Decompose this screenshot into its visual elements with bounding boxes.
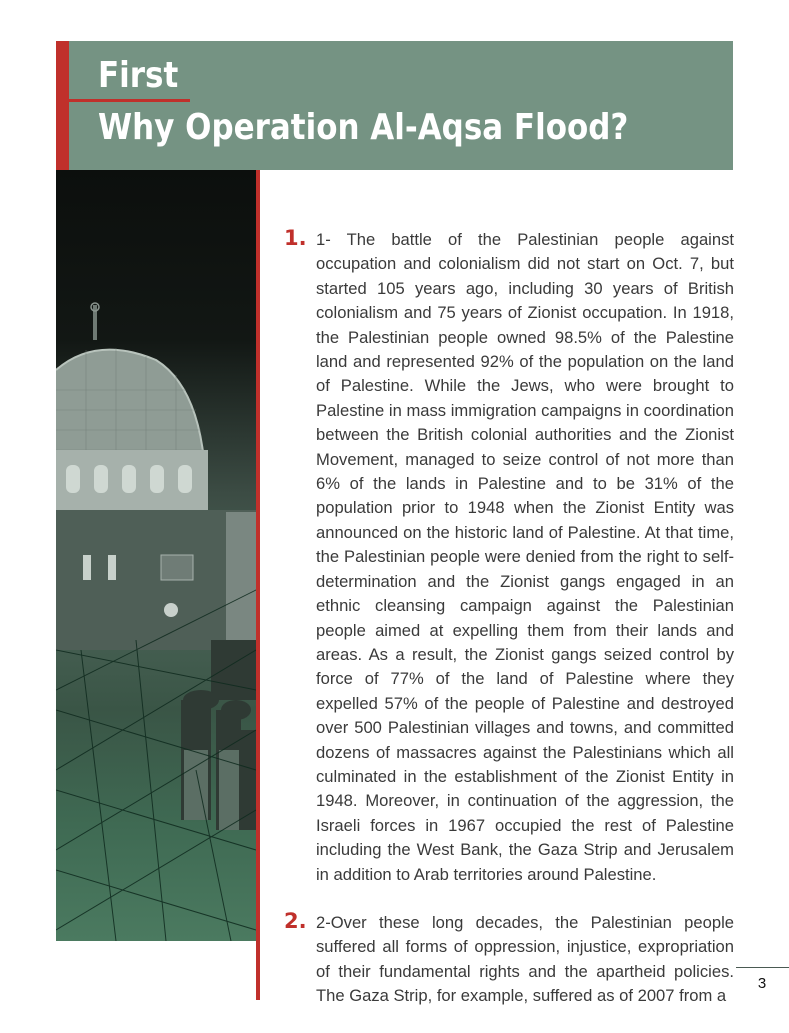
content-column [284, 228, 734, 1033]
section-kicker: First [98, 55, 179, 96]
header-accent-bar [56, 41, 69, 170]
kicker-underline [69, 99, 190, 102]
numbered-item-2 [284, 908, 734, 1009]
page-title: Why Operation Al-Aqsa Flood? [98, 107, 629, 148]
item-number: 2. [284, 908, 307, 933]
content-divider-bar [256, 170, 260, 1000]
dome-of-the-rock-photo [56, 170, 256, 941]
page-number-rule [736, 967, 789, 968]
page-number: 3 [757, 975, 767, 992]
item-paragraph: 2-Over these long decades, the Palestinian people suffered all forms of oppression, injustice, expropriation of their fundamental rights and the apartheid policies. The Gaza Strip, for example, suffered as of 2007 from a [316, 912, 734, 1006]
section-header [69, 41, 733, 170]
item-number: 1. [284, 226, 307, 250]
numbered-item-1 [284, 228, 734, 887]
photo-illustration [56, 170, 256, 941]
item-paragraph: 1- The battle of the Palestinian people against occupation and colonialism did not start on Oct. 7, but started 105 years ago, including 30 years of British colonialism and 75 years of Zionist occupation. In 1918, the Palestinian people owned 98.5% of the Palestine land and represented 92% of the population on the land of Palestine. While the Jews, who were brought to Palestine in mass immigration campaigns in coordination between the British colonial authorities and the Zionist Movement, managed to seize control of not more than 6% of the lands in Palestine and to be 31% of the population prior to 1948 when the Zionist Entity was announced on the historic land of Palestine. At that time, the Palestinian people were denied from the right to self-determination and the Zionist gangs engaged in an ethnic cleansing campaign against the Palestinian people aimed at expelling them from their lands and areas. As a result, the Zionist gangs seized control by force of 77% of the land of Palestine where they expelled 57% of the people of Palestine and destroyed over 500 Palestinian villages and towns, and committed dozens of massacres against the Palestinians which all culminated in the establishment of the Zionist Entity in 1948. Moreover, in continuation of the aggression, the Israeli forces in 1967 occupied the rest of Palestine including the West Bank, the Gaza Strip and Jerusalem in addition to Arab territories around Palestine. [316, 230, 734, 884]
